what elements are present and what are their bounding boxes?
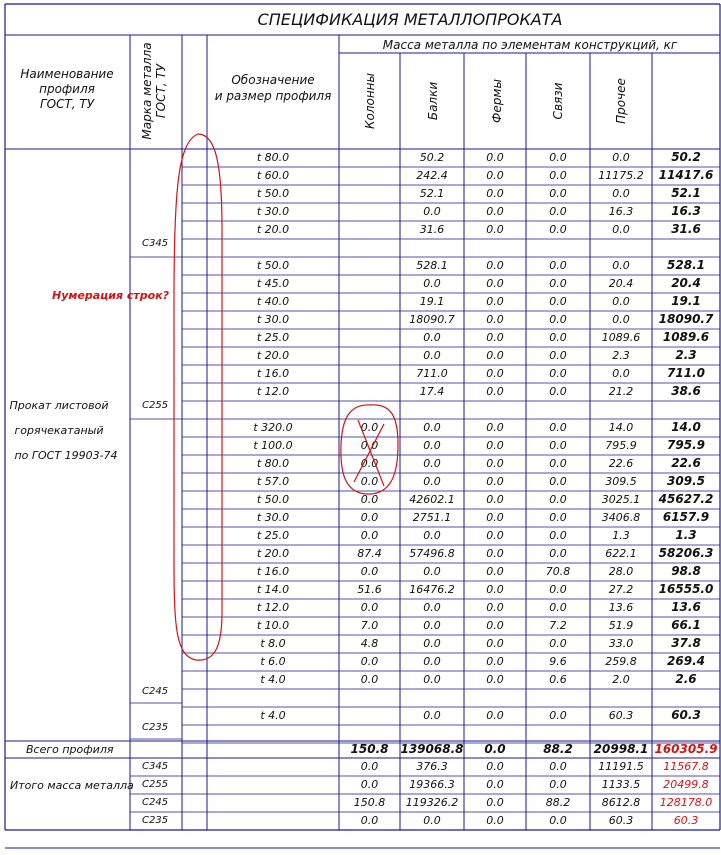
cell-pro: 0.0 xyxy=(612,223,630,236)
cell-tot: 2.3 xyxy=(675,348,697,362)
profile-size: t 45.0 xyxy=(256,277,290,290)
cell-fer: 0.0 xyxy=(486,205,504,218)
cell-tot: 18090.7 xyxy=(658,312,714,326)
cell-pro: 1.3 xyxy=(612,529,630,542)
total-bal: 139068.8 xyxy=(400,742,464,756)
cell-bal: 711.0 xyxy=(416,367,448,380)
cell-bal: 57496.8 xyxy=(409,547,455,560)
cell-kol: 4.8 xyxy=(360,637,379,650)
itogo-svy: 0.0 xyxy=(549,814,567,827)
header-element-trusses: Фермы xyxy=(490,79,504,123)
cell-pro: 27.2 xyxy=(608,583,634,596)
itogo-tot: 20499.8 xyxy=(663,778,709,791)
cell-bal: 0.0 xyxy=(423,601,441,614)
cell-bal: 242.4 xyxy=(416,169,448,182)
cell-fer: 0.0 xyxy=(486,331,504,344)
cell-kol: 7.0 xyxy=(360,619,379,632)
profile-size: t 30.0 xyxy=(256,313,290,326)
itogo-fer: 0.0 xyxy=(486,796,504,809)
cell-svy: 7.2 xyxy=(549,619,567,632)
cell-pro: 3406.8 xyxy=(601,511,641,524)
cell-kol: 0.0 xyxy=(360,529,379,542)
cell-fer: 0.0 xyxy=(486,349,504,362)
profile-size: t 80.0 xyxy=(256,457,290,470)
cell-tot: 66.1 xyxy=(671,618,701,632)
cell-fer: 0.0 xyxy=(486,529,504,542)
cell-svy: 0.0 xyxy=(549,169,567,182)
cell-svy: 0.0 xyxy=(549,439,567,452)
cell-fer: 0.0 xyxy=(486,151,504,164)
cell-tot: 6157.9 xyxy=(662,510,710,524)
header-designation-line2: и размер профиля xyxy=(214,89,332,103)
cell-fer: 0.0 xyxy=(486,673,504,686)
cell-pro: 3025.1 xyxy=(601,493,641,506)
cell-pro: 259.8 xyxy=(605,655,637,668)
cell-pro: 28.0 xyxy=(608,565,634,578)
itogo-bal: 119326.2 xyxy=(405,796,459,809)
profile-size: t 30.0 xyxy=(256,511,290,524)
cell-pro: 1089.6 xyxy=(601,331,641,344)
cell-svy: 0.0 xyxy=(549,583,567,596)
cell-fer: 0.0 xyxy=(486,637,504,650)
profile-size: t 60.0 xyxy=(256,169,290,182)
cell-bal: 0.0 xyxy=(423,475,441,488)
header-name-line1: Наименование xyxy=(20,67,114,81)
cell-svy: 70.8 xyxy=(545,565,571,578)
profile-size: t 16.0 xyxy=(256,565,290,578)
cell-fer: 0.0 xyxy=(486,619,504,632)
profile-size: t 320.0 xyxy=(253,421,293,434)
cell-svy: 0.0 xyxy=(549,187,567,200)
itogo-bal: 0.0 xyxy=(423,814,441,827)
itogo-grade: С345 xyxy=(142,761,169,772)
cell-kol: 0.0 xyxy=(360,493,379,506)
cell-tot: 2.6 xyxy=(675,672,697,686)
cell-svy: 0.6 xyxy=(549,673,567,686)
itogo-svy: 0.0 xyxy=(549,778,567,791)
cell-bal: 0.0 xyxy=(423,619,441,632)
cell-svy: 0.0 xyxy=(549,277,567,290)
itogo-kol: 0.0 xyxy=(360,778,379,791)
cell-fer: 0.0 xyxy=(486,565,504,578)
profile-name-line2: горячекатаный xyxy=(14,424,104,437)
cell-svy: 0.0 xyxy=(549,151,567,164)
cell-tot: 711.0 xyxy=(667,366,705,380)
cell-bal: 0.0 xyxy=(423,349,441,362)
cell-pro: 2.3 xyxy=(612,349,630,362)
cell-tot: 60.3 xyxy=(671,708,701,722)
profile-size: t 30.0 xyxy=(256,205,290,218)
cell-bal: 19.1 xyxy=(419,295,445,308)
grade-label-c255: С255 xyxy=(142,400,169,411)
profile-size: t 25.0 xyxy=(256,529,290,542)
cell-pro: 795.9 xyxy=(605,439,637,452)
cell-fer: 0.0 xyxy=(486,457,504,470)
cell-fer: 0.0 xyxy=(486,259,504,272)
cell-bal: 18090.7 xyxy=(409,313,455,326)
profile-size: t 20.0 xyxy=(256,547,290,560)
cell-svy: 0.0 xyxy=(549,601,567,614)
cell-bal: 0.0 xyxy=(423,565,441,578)
cell-kol: 51.6 xyxy=(357,583,382,596)
profile-size: t 80.0 xyxy=(256,151,290,164)
itogo-grade: С245 xyxy=(142,797,169,808)
cell-fer: 0.0 xyxy=(486,313,504,326)
itogo-pro: 8612.8 xyxy=(601,796,641,809)
cell-fer: 0.0 xyxy=(486,493,504,506)
header-name-line2: профиля xyxy=(39,82,95,96)
cell-kol: 0.0 xyxy=(360,601,379,614)
cell-bal: 0.0 xyxy=(423,709,441,722)
profile-name-line3: по ГОСТ 19903-74 xyxy=(14,449,118,462)
total-kol: 150.8 xyxy=(350,742,389,756)
cell-tot: 14.0 xyxy=(671,420,701,434)
cell-svy: 0.0 xyxy=(549,493,567,506)
cell-bal: 0.0 xyxy=(423,637,441,650)
grade-label-c345: С345 xyxy=(142,238,169,249)
cell-tot: 58206.3 xyxy=(658,546,714,560)
profile-size: t 25.0 xyxy=(256,331,290,344)
cell-fer: 0.0 xyxy=(486,277,504,290)
cell-bal: 0.0 xyxy=(423,529,441,542)
header-designation-line1: Обозначение xyxy=(231,73,315,87)
itogo-fer: 0.0 xyxy=(486,760,504,773)
total-pro: 20998.1 xyxy=(593,742,649,756)
itogo-svy: 88.2 xyxy=(545,796,571,809)
cell-fer: 0.0 xyxy=(486,421,504,434)
cell-pro: 0.0 xyxy=(612,367,630,380)
grade-label-c235: С235 xyxy=(142,722,169,733)
cell-bal: 52.1 xyxy=(419,187,445,200)
itogo-tot: 60.3 xyxy=(673,814,699,827)
total-tot: 160305.9 xyxy=(654,742,718,756)
cell-svy: 0.0 xyxy=(549,637,567,650)
cell-pro: 11175.2 xyxy=(598,169,644,182)
red-cross-markup xyxy=(354,420,384,486)
cell-pro: 60.3 xyxy=(608,709,634,722)
cell-bal: 528.1 xyxy=(416,259,448,272)
cell-tot: 309.5 xyxy=(667,474,705,488)
cell-tot: 20.4 xyxy=(671,276,701,290)
cell-pro: 622.1 xyxy=(605,547,637,560)
cell-bal: 0.0 xyxy=(423,331,441,344)
cell-pro: 309.5 xyxy=(605,475,637,488)
cell-kol: 0.0 xyxy=(360,673,379,686)
cell-bal: 0.0 xyxy=(423,457,441,470)
total-label: Всего профиля xyxy=(26,743,114,756)
cell-fer: 0.0 xyxy=(486,385,504,398)
cell-pro: 22.6 xyxy=(608,457,634,470)
cell-fer: 0.0 xyxy=(486,511,504,524)
cell-bal: 50.2 xyxy=(419,151,445,164)
cell-tot: 528.1 xyxy=(667,258,705,272)
profile-size: t 100.0 xyxy=(253,439,293,452)
cell-tot: 50.2 xyxy=(671,150,701,164)
cell-bal: 0.0 xyxy=(423,655,441,668)
itogo-svy: 0.0 xyxy=(549,760,567,773)
profile-size: t 57.0 xyxy=(256,475,290,488)
cell-bal: 0.0 xyxy=(423,205,441,218)
cell-svy: 0.0 xyxy=(549,547,567,560)
itogo-kol: 0.0 xyxy=(360,814,379,827)
profile-size: t 6.0 xyxy=(260,655,286,668)
total-fer: 0.0 xyxy=(484,742,506,756)
itogo-grade: С255 xyxy=(142,779,169,790)
cell-tot: 37.8 xyxy=(671,636,701,650)
cell-svy: 0.0 xyxy=(549,457,567,470)
cell-fer: 0.0 xyxy=(486,709,504,722)
header-name-line3: ГОСТ, ТУ xyxy=(39,97,95,111)
profile-size: t 8.0 xyxy=(260,637,286,650)
profile-size: t 16.0 xyxy=(256,367,290,380)
cell-fer: 0.0 xyxy=(486,601,504,614)
profile-name-line1: Прокат листовой xyxy=(9,399,109,412)
cell-fer: 0.0 xyxy=(486,475,504,488)
cell-tot: 98.8 xyxy=(671,564,701,578)
cell-kol: 0.0 xyxy=(360,565,379,578)
cell-svy: 0.0 xyxy=(549,205,567,218)
cell-pro: 16.3 xyxy=(608,205,634,218)
header-element-other: Прочее xyxy=(614,78,628,124)
cell-tot: 19.1 xyxy=(671,294,701,308)
cell-fer: 0.0 xyxy=(486,367,504,380)
cell-pro: 2.0 xyxy=(612,673,630,686)
cell-tot: 38.6 xyxy=(671,384,701,398)
itogo-grade: С235 xyxy=(142,815,169,826)
cell-bal: 0.0 xyxy=(423,439,441,452)
cell-tot: 16555.0 xyxy=(658,582,714,596)
cell-kol: 0.0 xyxy=(360,655,379,668)
cell-svy: 0.0 xyxy=(549,709,567,722)
cell-tot: 1.3 xyxy=(675,528,697,542)
itogo-fer: 0.0 xyxy=(486,814,504,827)
cell-tot: 22.6 xyxy=(671,456,701,470)
cell-bal: 0.0 xyxy=(423,421,441,434)
profile-size: t 4.0 xyxy=(260,709,286,722)
header-mark-line2: ГОСТ, ТУ xyxy=(154,63,168,119)
annotation-row-numbering: Нумерация строк? xyxy=(52,289,170,302)
cell-fer: 0.0 xyxy=(486,583,504,596)
cell-bal: 42602.1 xyxy=(409,493,455,506)
profile-size: t 50.0 xyxy=(256,259,290,272)
cell-pro: 0.0 xyxy=(612,259,630,272)
cell-pro: 51.9 xyxy=(608,619,634,632)
cell-svy: 9.6 xyxy=(549,655,567,668)
cell-svy: 0.0 xyxy=(549,529,567,542)
header-element-beams: Балки xyxy=(426,81,440,121)
cell-kol: 0.0 xyxy=(360,511,379,524)
cell-tot: 16.3 xyxy=(671,204,701,218)
cell-svy: 0.0 xyxy=(549,295,567,308)
itogo-tot: 128178.0 xyxy=(659,796,713,809)
header-element-bracing: Связи xyxy=(551,82,565,120)
cell-tot: 11417.6 xyxy=(658,168,714,182)
itogo-bal: 19366.3 xyxy=(409,778,455,791)
cell-svy: 0.0 xyxy=(549,313,567,326)
cell-bal: 31.6 xyxy=(419,223,445,236)
itogo-label: Итого масса металла xyxy=(10,779,134,792)
cell-kol: 0.0 xyxy=(360,421,379,434)
itogo-kol: 150.8 xyxy=(353,796,386,809)
cell-tot: 45627.2 xyxy=(658,492,714,506)
cell-kol: 0.0 xyxy=(360,475,379,488)
itogo-kol: 0.0 xyxy=(360,760,379,773)
cell-pro: 33.0 xyxy=(608,637,634,650)
cell-bal: 2751.1 xyxy=(412,511,452,524)
cell-tot: 795.9 xyxy=(667,438,705,452)
profile-size: t 50.0 xyxy=(256,187,290,200)
cell-svy: 0.0 xyxy=(549,385,567,398)
itogo-pro: 60.3 xyxy=(608,814,634,827)
cell-kol: 0.0 xyxy=(360,439,379,452)
cell-svy: 0.0 xyxy=(549,367,567,380)
cell-pro: 0.0 xyxy=(612,313,630,326)
header-mass-group: Масса металла по элементам конструкций, кг xyxy=(382,38,678,52)
cell-kol: 87.4 xyxy=(357,547,382,560)
cell-fer: 0.0 xyxy=(486,655,504,668)
profile-size: t 4.0 xyxy=(260,673,286,686)
cell-tot: 52.1 xyxy=(671,186,701,200)
cell-kol: 0.0 xyxy=(360,457,379,470)
cell-pro: 0.0 xyxy=(612,187,630,200)
cell-fer: 0.0 xyxy=(486,439,504,452)
cell-tot: 269.4 xyxy=(667,654,705,668)
itogo-pro: 11191.5 xyxy=(598,760,644,773)
cell-pro: 0.0 xyxy=(612,295,630,308)
itogo-bal: 376.3 xyxy=(416,760,448,773)
cell-svy: 0.0 xyxy=(549,259,567,272)
cell-fer: 0.0 xyxy=(486,169,504,182)
cell-bal: 0.0 xyxy=(423,673,441,686)
red-bracket-markup xyxy=(174,134,222,660)
profile-size: t 10.0 xyxy=(256,619,290,632)
grade-label-c245: С245 xyxy=(142,686,169,697)
profile-size: t 12.0 xyxy=(256,601,290,614)
cell-fer: 0.0 xyxy=(486,295,504,308)
itogo-tot: 11567.8 xyxy=(663,760,709,773)
profile-size: t 50.0 xyxy=(256,493,290,506)
itogo-fer: 0.0 xyxy=(486,778,504,791)
cell-tot: 31.6 xyxy=(671,222,701,236)
cell-svy: 0.0 xyxy=(549,331,567,344)
cell-fer: 0.0 xyxy=(486,547,504,560)
cell-svy: 0.0 xyxy=(549,223,567,236)
cell-pro: 14.0 xyxy=(608,421,634,434)
profile-size: t 14.0 xyxy=(256,583,290,596)
header-mark-line1: Марка металла xyxy=(140,42,154,140)
cell-svy: 0.0 xyxy=(549,421,567,434)
profile-size: t 12.0 xyxy=(256,385,290,398)
profile-size: t 40.0 xyxy=(256,295,290,308)
cell-fer: 0.0 xyxy=(486,187,504,200)
cell-fer: 0.0 xyxy=(486,223,504,236)
cell-tot: 1089.6 xyxy=(662,330,710,344)
cell-pro: 13.6 xyxy=(608,601,634,614)
cell-svy: 0.0 xyxy=(549,349,567,362)
cell-bal: 16476.2 xyxy=(409,583,455,596)
cell-bal: 0.0 xyxy=(423,277,441,290)
cell-pro: 20.4 xyxy=(608,277,634,290)
cell-svy: 0.0 xyxy=(549,511,567,524)
cell-pro: 0.0 xyxy=(612,151,630,164)
cell-bal: 17.4 xyxy=(419,385,445,398)
cell-pro: 21.2 xyxy=(608,385,634,398)
header-element-columns: Колонны xyxy=(363,72,377,130)
spec-title: СПЕЦИФИКАЦИЯ МЕТАЛЛОПРОКАТА xyxy=(257,10,563,29)
cell-svy: 0.0 xyxy=(549,475,567,488)
profile-size: t 20.0 xyxy=(256,223,290,236)
total-svy: 88.2 xyxy=(543,742,573,756)
profile-size: t 20.0 xyxy=(256,349,290,362)
cell-tot: 13.6 xyxy=(671,600,701,614)
itogo-pro: 1133.5 xyxy=(601,778,641,791)
